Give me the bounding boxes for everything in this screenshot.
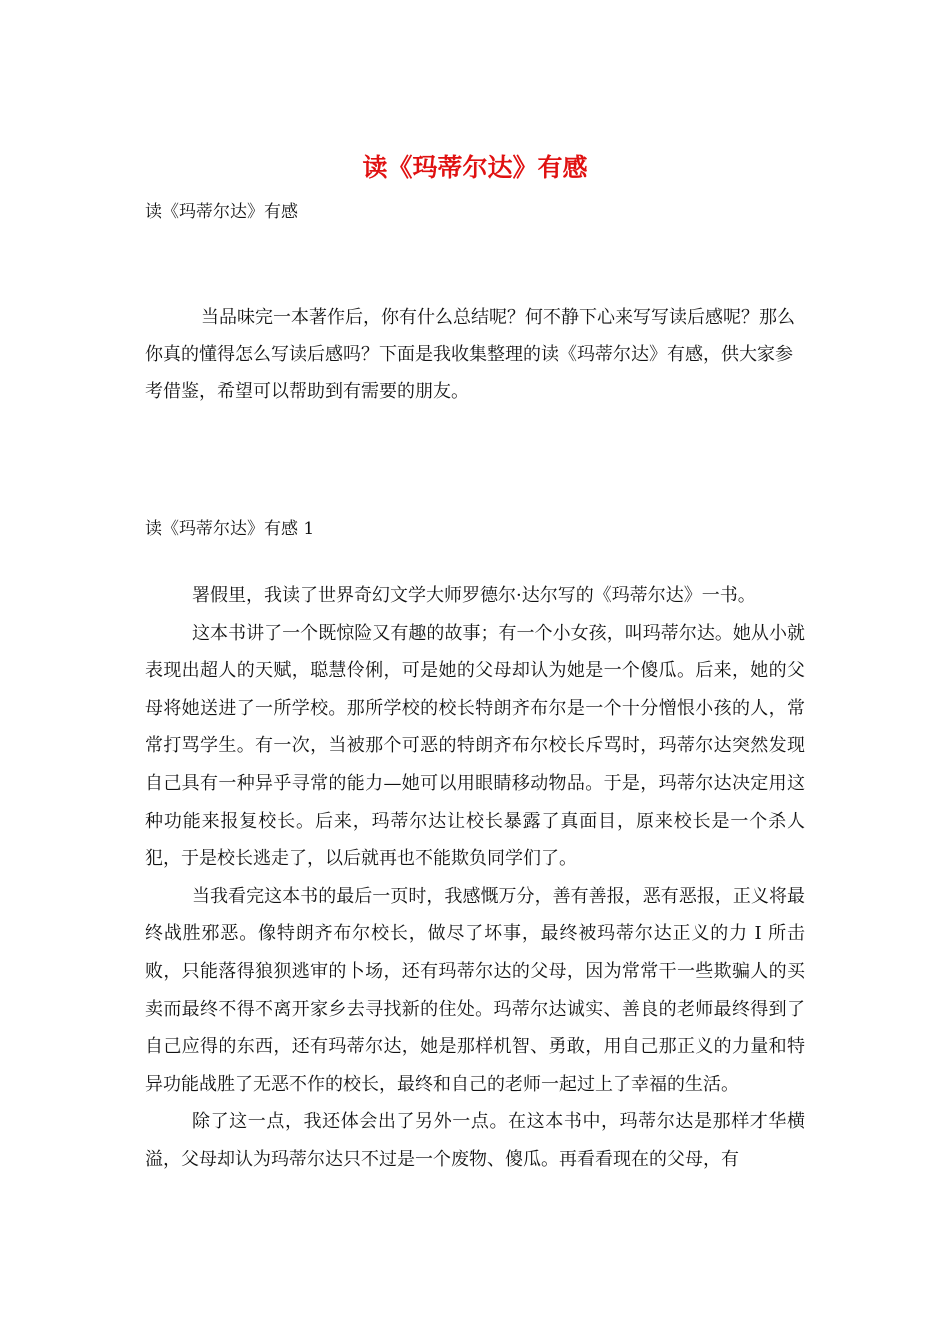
essay-paragraph: 除了这一点，我还体会出了另外一点。在这本书中，玛蒂尔达是那样才华横溢，父母却认为玛蒂尔达只不过是一个废物、傻瓜。再看看现在的父母，有 (145, 1111, 805, 1170)
document-subtitle: 读《玛蒂尔达》有感 (145, 202, 298, 222)
essay-paragraph: 当我看完这本书的最后一页时，我感慨万分，善有善报，恶有恶报，正义将最终战胜邪恶。像特朗齐布尔校长，做尽了坏事，最终被玛蒂尔达正义的力 I 所击败，只能落得狼狈逃审的卜场，还有玛蒂尔达的父母，因为常常干一些欺骗人的买卖而最终不得不离开家乡去寻找新的住处。玛蒂尔达诚实、善良的老师最终得到了自己应得的东西，还有玛蒂尔达，她是那样机智、勇敢，用自己那正义的力量和特异功能战胜了无恶不作的校长，最终和自己的老师一起过上了幸福的生活。 (145, 885, 805, 1095)
essay-paragraph: 这本书讲了一个既惊险又有趣的故事；有一个小女孩，叫玛蒂尔达。她从小就表现出超人的天赋，聪慧伶俐，可是她的父母却认为她是一个傻瓜。后来，她的父母将她送进了一所学校。那所学校的校长特朗齐布尔是一个十分憎恨小孩的人，常常打骂学生。有一次，当被那个可恶的特朗齐布尔校长斥骂时，玛蒂尔达突然发现自己具有一种异乎寻常的能力—她可以用眼睛移动物品。于是，玛蒂尔达决定用这种功能来报复校长。后来，玛蒂尔达让校长暴露了真面目，原来校长是一个杀人犯，于是校长逃走了，以后就再也不能欺负同学们了。 (145, 622, 805, 870)
intro-paragraph: 当品味完一本著作后，你有什么总结呢？何不静下心来写写读后感呢？那么你真的懂得怎么写读后感吗？下面是我收集整理的读《玛蒂尔达》有感，供大家参考借鉴，希望可以帮助到有需要的朋友。 (145, 307, 795, 402)
essay-body (145, 577, 805, 1179)
section-heading: 读《玛蒂尔达》有感 1 (145, 519, 315, 539)
document-title: 读《玛蒂尔达》有感 (362, 153, 588, 182)
essay-paragraph: 署假里，我读了世界奇幻文学大师罗德尔·达尔写的《玛蒂尔达》一书。 (192, 585, 756, 606)
